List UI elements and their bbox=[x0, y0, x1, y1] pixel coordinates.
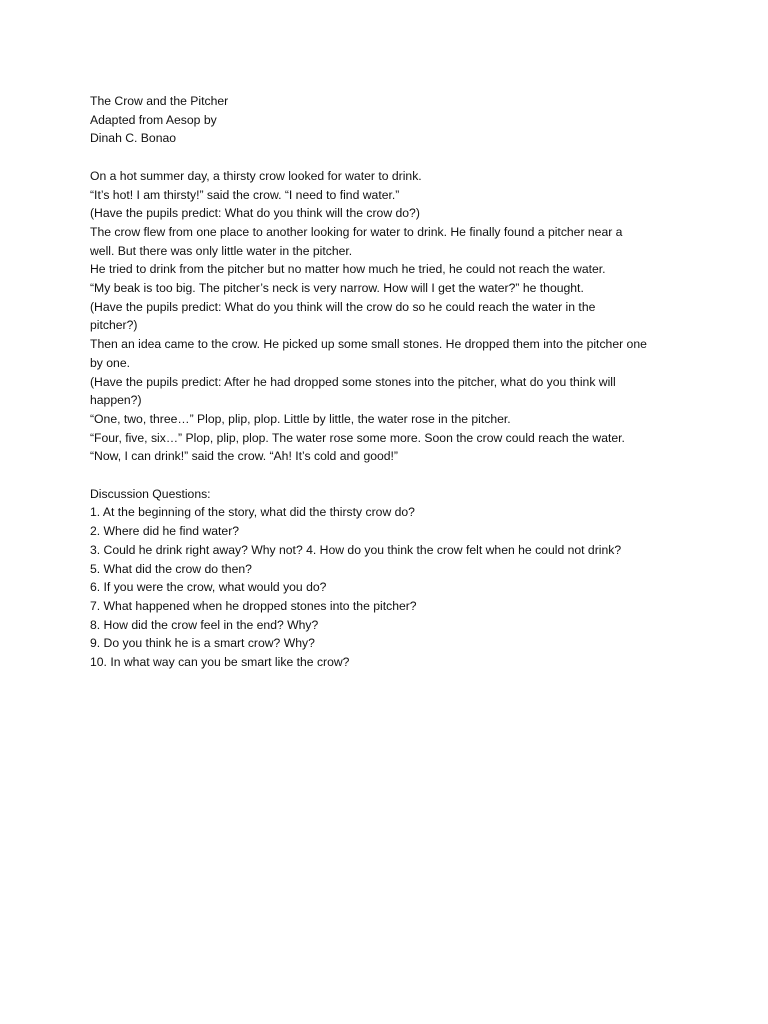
story-line: (Have the pupils predict: What do you think will the crow do?) bbox=[90, 206, 420, 221]
story-line: pitcher?) bbox=[90, 318, 138, 333]
author-name: Dinah C. Bonao bbox=[90, 131, 177, 146]
story-line: On a hot summer day, a thirsty crow looked for water to drink. bbox=[90, 168, 422, 183]
question-item: 3. Could he drink right away? Why not? 4. How do you think the crow felt when he could not drink? bbox=[90, 542, 622, 557]
question-item: 6. If you were the crow, what would you do? bbox=[90, 580, 327, 595]
story-line: “Four, five, six…” Plop, plip, plop. The water rose some more. Soon the crow could reach the water. bbox=[90, 430, 625, 445]
question-item: 5. What did the crow do then? bbox=[90, 561, 252, 576]
story-line: “One, two, three…” Plop, plip, plop. Little by little, the water rose in the pitcher. bbox=[90, 411, 511, 426]
discussion-section bbox=[90, 485, 690, 672]
question-item: 9. Do you think he is a smart crow? Why? bbox=[90, 636, 315, 651]
story-line: He tried to drink from the pitcher but no matter how much he tried, he could not reach the water. bbox=[90, 262, 606, 277]
spacer bbox=[90, 466, 690, 485]
story-line: “Now, I can drink!” said the crow. “Ah! It’s cold and good!” bbox=[90, 449, 398, 464]
question-item: 2. Where did he find water? bbox=[90, 524, 240, 539]
story-body bbox=[90, 167, 690, 466]
story-line: well. But there was only little water in the pitcher. bbox=[90, 243, 353, 258]
adapted-from-line: Adapted from Aesop by bbox=[90, 112, 217, 127]
story-line: Then an idea came to the crow. He picked up some small stones. He dropped them into the pitcher one bbox=[90, 337, 647, 352]
story-line: happen?) bbox=[90, 393, 142, 408]
question-item: 8. How did the crow feel in the end? Why? bbox=[90, 617, 319, 632]
story-line: (Have the pupils predict: What do you think will the crow do so he could reach the water in the bbox=[90, 299, 596, 314]
question-item: 10. In what way can you be smart like the crow? bbox=[90, 655, 350, 670]
document-page bbox=[90, 92, 690, 672]
story-line: (Have the pupils predict: After he had dropped some stones into the pitcher, what do you think will bbox=[90, 374, 616, 389]
story-line: by one. bbox=[90, 355, 130, 370]
spacer bbox=[90, 148, 690, 167]
discussion-heading: Discussion Questions: bbox=[90, 486, 211, 501]
story-line: The crow flew from one place to another looking for water to drink. He finally found a pitcher near a bbox=[90, 224, 623, 239]
question-item: 7. What happened when he dropped stones into the pitcher? bbox=[90, 598, 417, 613]
story-line: “It’s hot! I am thirsty!” said the crow. “I need to find water.” bbox=[90, 187, 400, 202]
question-item: 1. At the beginning of the story, what did the thirsty crow do? bbox=[90, 505, 415, 520]
story-title: The Crow and the Pitcher bbox=[90, 94, 229, 108]
document-header bbox=[90, 92, 690, 148]
story-line: “My beak is too big. The pitcher’s neck is very narrow. How will I get the water?” he thought. bbox=[90, 281, 584, 296]
